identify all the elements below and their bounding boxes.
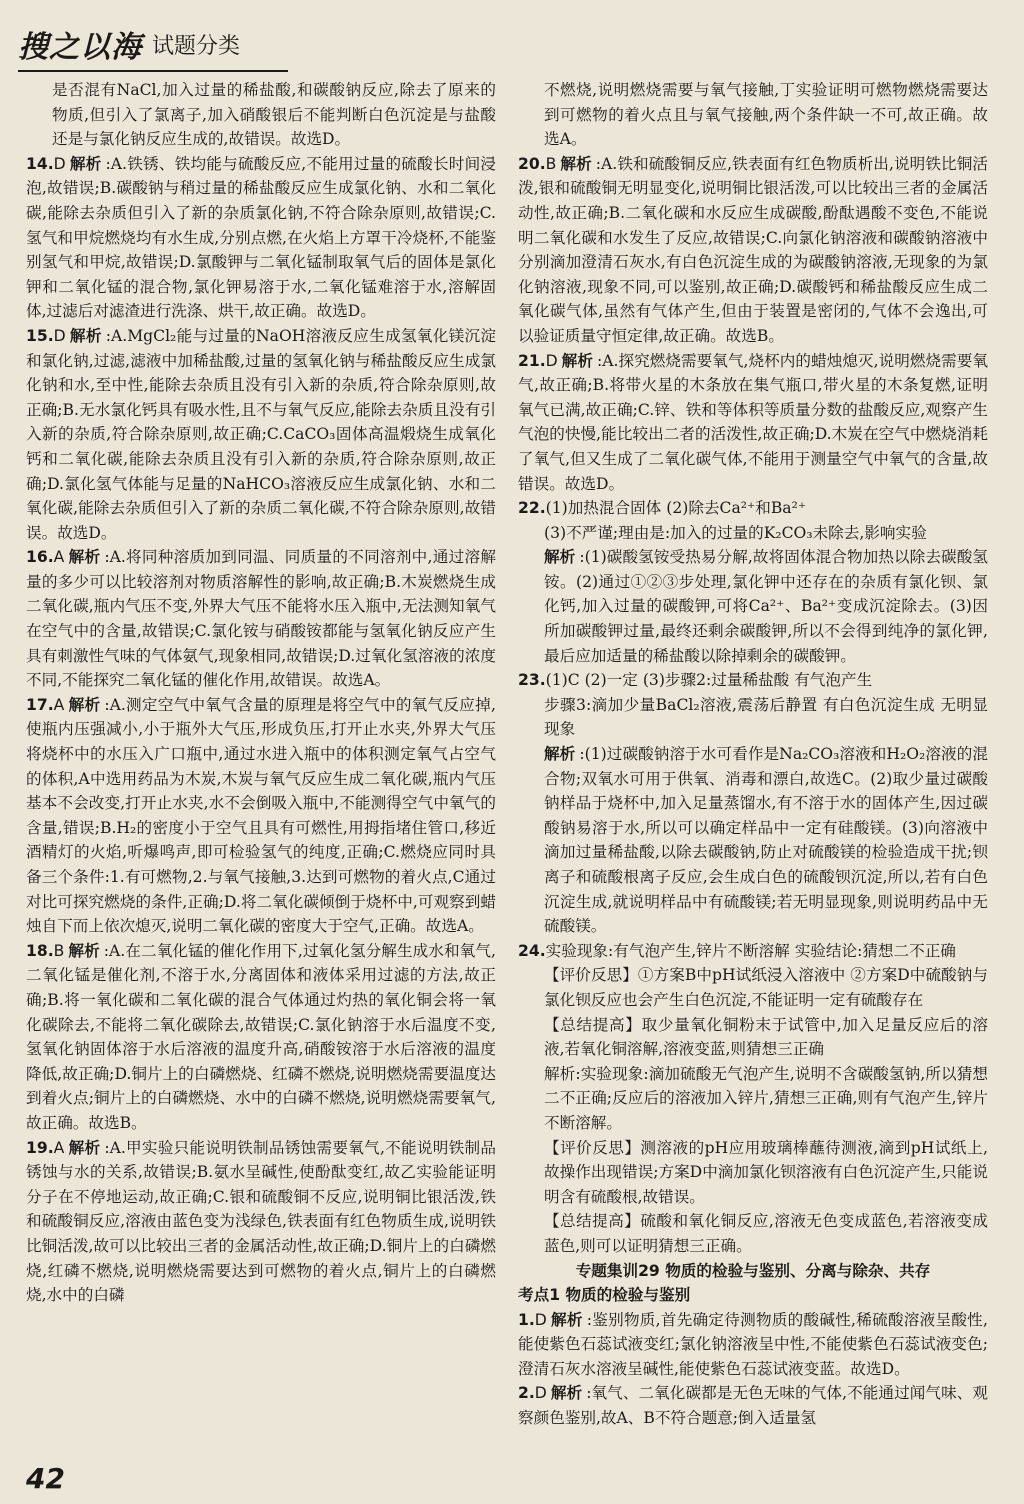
analysis-text: :A.铁和硫酸铜反应,铁表面有红色物质析出,说明铁比铜活泼,银和硫酸铜无明显变化,说明铜比银活泼,可以比较出三者的金属活动性,故正确;B.二氧化碳和水反应生成碳酸,酚酞遇酸不变色,不能说明二氧化碳和水发生了反应,故错误;C.向氯化钠溶液和碳酸钠溶液中分别滴加澄清石灰水,有白色沉淀生成的为碳酸钠溶液,无现象的为氯化钠溶液,现象不同,可以鉴别,故正确;D.碳酸钙和稀盐酸反应生成二氧化碳气体,虽然有气体产生,但由于装置是密闭的,气体不会逸出,可以验证质量守恒定律,故正确。故选B。	[518, 154, 988, 345]
analysis-label: 解析	[560, 153, 592, 173]
analysis-text: :A.探究燃烧需要氧气,烧杯内的蜡烛熄灭,说明燃烧需要氧气,故正确;B.将带火星的木条放在集气瓶口,带火星的木条复燃,证明氧气已满,故正确;C.锌、铁和等体积等质量分数的盐酸反应,观察产生气泡的快慢,能比较出二者的活泼性,故正确;D.木炭在空气中燃烧消耗了氧气,但又生成了二氧化碳气体,不能用于测量空气中氧气的含量,故错误。故选D。	[518, 351, 988, 493]
header-rule	[18, 70, 288, 72]
analysis-text: :(1)过碳酸钠溶于水可看作是Na₂CO₃溶液和H₂O₂溶液的混合物;双氧水可用于供氧、消毒和漂白,故选C。(2)取少量过碳酸钠样品于烧杯中,加入足量蒸馏水,有不溶于水的固体产生,因过碳酸钠易溶于水,所以可以确定样品中一定有硅酸镁。(3)向溶液中滴加过量稀盐酸,以除去碳酸钠,防止对硫酸镁的检验造成干扰;钡离子和硫酸根离子反应,会生成白色的硫酸钡沉淀,所以,若有白色沉淀生成,就说明样品中有硫酸镁;若无明显现象,则说明药品中无硫酸镁。	[544, 745, 988, 936]
brand-logo: 搜之以海	[18, 30, 142, 65]
brand-subtitle: 试题分类	[152, 33, 241, 59]
answer-letter: D	[534, 1310, 547, 1329]
answer-letter: B	[53, 941, 65, 960]
answer-line: (1)加热混合固体 (2)除去Ca²⁺和Ba²⁺	[545, 499, 807, 518]
section-title: 专题集训29 物质的检验与鉴别、分离与除杂、共存	[575, 1261, 931, 1280]
question-17	[26, 693, 496, 939]
answer-letter: A	[53, 548, 65, 567]
answer-letter: D	[53, 154, 66, 173]
answer-letter: D	[53, 326, 66, 345]
answer-line: 【评价反思】①方案B中pH试纸浸入溶液中 ②方案D中硫酸钠与氯化钡反应也会产生白色沉淀,不能证明一定有硫酸存在	[544, 966, 988, 1009]
question-number: 23.	[518, 671, 546, 690]
question-16	[26, 545, 496, 693]
analysis-text: :A.将同种溶质加到同温、同质量的不同溶剂中,通过溶解量的多少可以比较溶剂对物质溶解性的影响,故正确;B.木炭燃烧生成二氧化碳,瓶内气压不变,外界大气压不能将水压入瓶中,无法测知氧气在空气中的含量,故错误;C.氯化铵与硝酸铵都能与氢氧化钠反应产生具有刺激性气味的气体氨气,现象相同,故错误;D.过氧化氢溶液的浓度不同,不能探究二氧化锰的催化作用,故错误。故选A。	[26, 548, 496, 690]
question-number: 17.	[26, 695, 54, 714]
analysis-paragraph: 【评价反思】测溶液的pH应用玻璃棒蘸待测液,滴到pH试纸上,故操作出现错误;方案D中滴加氯化钡溶液有白色沉淀产生,只能说明含有硫酸根,故错误。	[544, 1138, 988, 1206]
answer-letter: A	[53, 1138, 65, 1157]
analysis-text: :鉴别物质,首先确定待测物质的酸碱性,稀硫酸溶液呈酸性,能使紫色石蕊试液变红;氯化钠溶液呈中性,不能使紫色石蕊试液变色;澄清石灰水溶液呈碱性,能使紫色石蕊试液变蓝。故选D。	[518, 1310, 988, 1378]
question-number: 19.	[26, 1138, 54, 1157]
question-number: 18.	[26, 941, 54, 960]
question-number: 16.	[26, 548, 54, 567]
page-header	[18, 14, 318, 74]
question-20	[518, 152, 988, 349]
question-23	[518, 668, 988, 693]
answer-line: 【总结提高】取少量氧化铜粉末于试管中,加入足量反应后的溶液,若氧化铜溶解,溶液变蓝,则猜想三正确	[544, 1015, 988, 1059]
analysis-label: 解析	[544, 547, 576, 567]
left-column	[26, 78, 496, 1308]
analysis-paragraph	[518, 545, 988, 668]
answer-line: 步骤3:滴加少量BaCl₂溶液,震荡后静置 有白色沉淀生成 无明显现象	[544, 695, 988, 739]
question-number: 14.	[26, 154, 54, 173]
question-number: 24.	[518, 941, 546, 960]
analysis-label: 解析	[68, 694, 101, 714]
analysis-label: 解析	[69, 153, 102, 173]
continued-paragraph: 是否混有NaCl,加入过量的稀盐酸,和碳酸钠反应,除去了原来的物质,但引入了氯离子,加入硝酸银后不能判断白色沉淀是与盐酸还是与氯化钠反应生成的,故错误。故选D。	[52, 81, 496, 149]
question-24	[518, 939, 988, 964]
question-number: 15.	[26, 326, 54, 345]
question-number: 22.	[518, 499, 546, 518]
analysis-label: 解析	[68, 547, 101, 567]
analysis-text: :(1)碳酸氢铵受热易分解,故将固体混合物加热以除去碳酸氢铵。(2)通过①②③步处理,氯化钾中还存在的杂质有氯化钡、氯化钙,加入过量的碳酸钾,可将Ca²⁺、Ba²⁺变成沉淀除去。(3)因所加碳酸钾过量,最终还剩余碳酸钾,所以不会得到纯净的氯化钾,最后应加适量的稀盐酸以除掉剩余的碳酸钾。	[544, 548, 988, 665]
continued-paragraph: 不燃烧,说明燃烧需要与氧气接触,丁实验证明可燃物燃烧需要达到可燃物的着火点且与氧气接触,两个条件缺一不可,故正确。故选A。	[544, 81, 988, 149]
question-number: 20.	[518, 154, 546, 173]
answer-letter: B	[545, 154, 557, 173]
question-21	[518, 349, 988, 497]
analysis-label: 解析	[550, 1309, 583, 1329]
answer-line: 实验现象:有气泡产生,锌片不断溶解 实验结论:猜想二不正确	[545, 941, 956, 960]
question-number: 2.	[518, 1384, 535, 1403]
question-19	[26, 1136, 496, 1308]
answer-letter: A	[53, 695, 65, 714]
answer-line: (1)C (2)一定 (3)步骤2:过量稀盐酸 有气泡产生	[545, 671, 873, 690]
analysis-label: 解析	[69, 325, 102, 345]
analysis-label: 解析	[561, 350, 593, 370]
analysis-text: :A.测定空气中氧气含量的原理是将空气中的氧气反应掉,使瓶内压强减小,小于瓶外大气压,形成负压,打开止水夹,外界大气压将烧杯中的水压入广口瓶中,通过水进入瓶中的体积测定氧气占空气的体积,A中选用药品为木炭,木炭与氧气反应生成二氧化碳,瓶内气压基本不会改变,打开止水夹,水不会倒吸入瓶中,不能测得空气中氧气的含量,错误;B.H₂的密度小于空气且具有可燃性,用拇指堵住管口,移近酒精灯的火焰,听爆鸣声,即可检验氢气的纯度,正确;C.燃烧应同时具备三个条件:1.有可燃物,2.与氧气接触,3.达到可燃物的着火点,C通过对比可探究燃烧的条件,正确;D.将二氧化碳倾倒于烧杯中,可观察到蜡烛自下而上依次熄灭,说明二氧化碳的密度大于空气,正确。故选A。	[26, 695, 496, 936]
analysis-text: :A.在二氧化锰的催化作用下,过氧化氢分解生成水和氧气,二氧化锰是催化剂,不溶于水,分离固体和液体采用过滤的方法,故正确;B.将一氧化碳和二氧化碳的混合气体通过灼热的氧化铜会将一氧化碳除去,不能将二氧化碳除去,故错误;C.氯化钠溶于水后温度不变,氢氧化钠固体溶于水后溶液的温度升高,硝酸铵溶于水后溶液的温度降低,故正确;D.铜片上的白磷燃烧、红磷不燃烧,说明燃烧需要温度达到着火点;铜片上的白磷燃烧、水中的白磷不燃烧,说明燃烧需要氧气,故正确。故选B。	[26, 941, 496, 1132]
analysis-text: :A.铁锈、铁均能与硫酸反应,不能用过量的硫酸长时间浸泡,故错误;B.碳酸钠与稍过量的稀盐酸反应生成氯化钠、水和二氧化碳,能除去杂质但引入了新的杂质氯化钠,不符合除杂原则,故错误;C.氢气和甲烷燃烧均有水生成,分别点燃,在火焰上方罩干冷烧杯,不能鉴别氢气和甲烷,故错误;D.氯酸钾与二氧化锰制取氧气后的固体是氯化钾和二氧化锰的混合物,氯化钾易溶于水,二氧化锰难溶于水,溶解固体,过滤后对滤渣进行洗涤、烘干,故正确。故选D。	[26, 154, 496, 321]
kaodian-question-1	[518, 1308, 988, 1382]
answer-letter: D	[545, 351, 558, 370]
analysis-text: :氧气、二氧化碳都是无色无味的气体,不能通过闻气味、观察颜色鉴别,故A、B不符合题意;倒入适量氢	[518, 1384, 988, 1428]
question-number: 21.	[518, 351, 546, 370]
kaodian-question-2	[518, 1381, 988, 1430]
page-number: 42	[26, 1462, 65, 1495]
analysis-paragraph	[518, 742, 988, 939]
analysis-text: :A.MgCl₂能与过量的NaOH溶液反应生成氢氧化镁沉淀和氯化钠,过滤,滤液中加稀盐酸,过量的氢氧化钠与稀盐酸反应生成氯化钠和水,至中性,能除去杂质且没有引入新的杂质,符合除杂原则,故正确;B.无水氯化钙具有吸水性,且不与氧气反应,能除去杂质且没有引入新的杂质,符合除杂原则,故正确;C.CaCO₃固体高温煅烧生成氧化钙和二氧化碳,能除去杂质且没有引入新的杂质,符合除杂原则,故正确;D.氯化氢气体能与足量的NaHCO₃溶液反应生成氯化钠、水和二氧化碳,能除去杂质但引入了新的杂质二氧化碳,不符合除杂原则,故错误。故选D。	[26, 326, 496, 542]
analysis-text: :A.甲实验只能说明铁制品锈蚀需要氧气,不能说明铁制品锈蚀与水的关系,故错误;B.氨水呈碱性,使酚酞变红,故乙实验能证明分子在不停地运动,故正确;C.银和硫酸铜不反应,说明铜比银活泼,铁和硫酸铜反应,溶液由蓝色变为浅绿色,铁表面有红色物质生成,说明铁比铜活泼,故可以比较出三者的金属活动性,故正确;D.铜片上的白磷燃烧,红磷不燃烧,说明燃烧需要达到可燃物的着火点,铜片上的白磷燃烧,水中的白磷	[26, 1138, 496, 1305]
analysis-label: 解析	[550, 1383, 583, 1403]
question-18	[26, 939, 496, 1136]
analysis-paragraph: 解析:实验现象:滴加硫酸无气泡产生,说明不含碳酸氢钠,所以猜想二不正确;反应后的溶液加入锌片,猜想三正确,则有气泡产生,锌片不断溶解。	[544, 1064, 988, 1132]
answer-line: (3)不严谨;理由是:加入的过量的K₂CO₃未除去,影响实验	[544, 523, 927, 542]
analysis-label: 解析	[68, 940, 100, 960]
right-column	[518, 78, 988, 1431]
analysis-paragraph: 【总结提高】硫酸和氧化铜反应,溶液无色变成蓝色,若溶液变成蓝色,则可以证明猜想三正确。	[544, 1212, 988, 1255]
question-15	[26, 324, 496, 545]
answer-letter: D	[534, 1384, 547, 1403]
question-14	[26, 152, 496, 324]
question-22	[518, 496, 988, 521]
question-number: 1.	[518, 1310, 535, 1329]
analysis-label: 解析	[544, 744, 576, 764]
analysis-label: 解析	[68, 1137, 101, 1157]
kaodian-heading: 考点1 物质的检验与鉴别	[518, 1286, 691, 1305]
